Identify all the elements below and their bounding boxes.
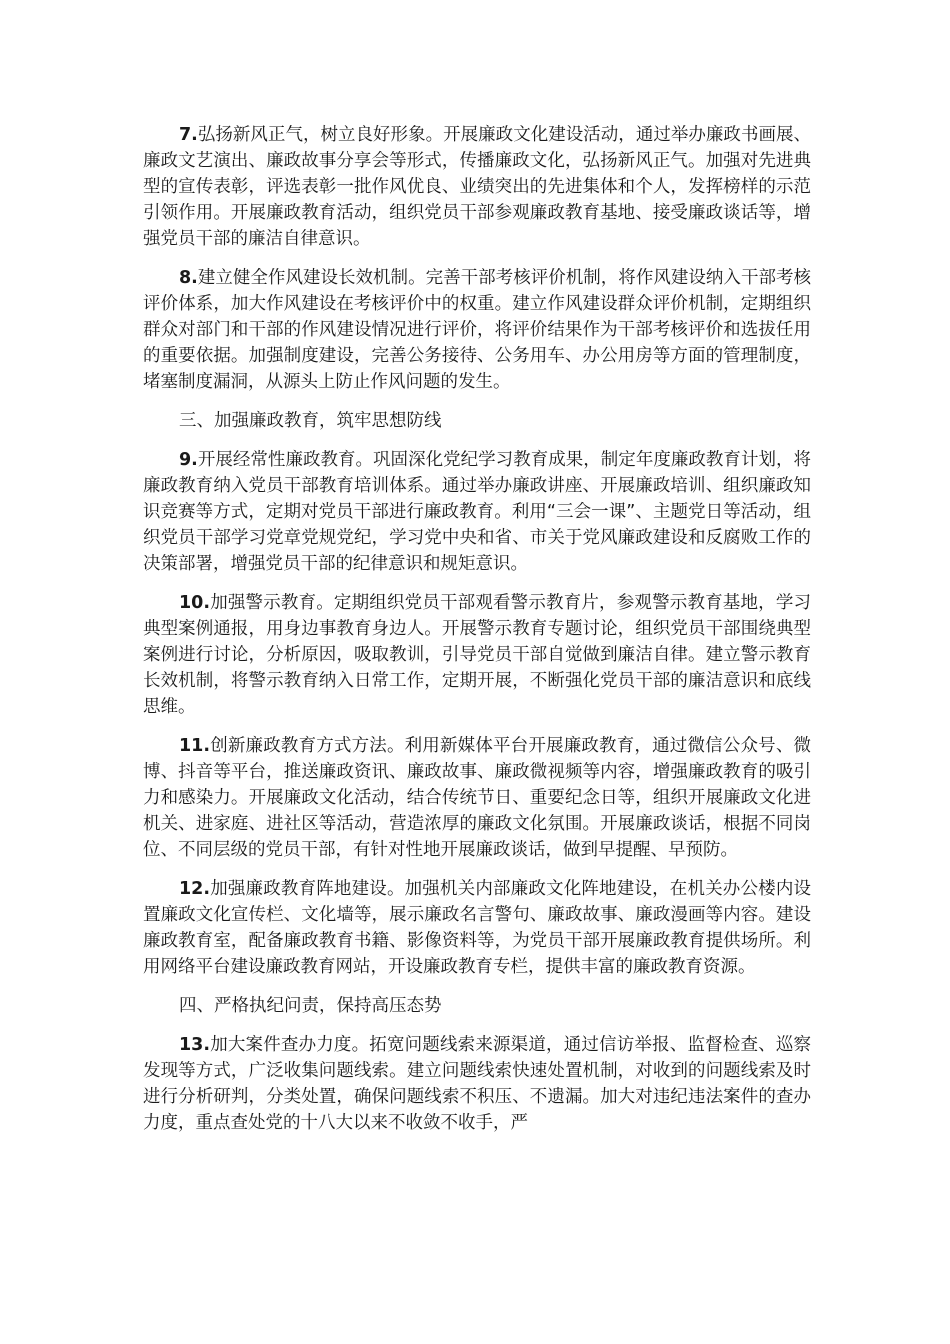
paragraph-text: 创新廉政教育方式方法。利用新媒体平台开展廉政教育，通过微信公众号、微博、抖音等平台，推送廉政资讯、廉政故事、廉政微视频等内容，增强廉政教育的吸引力和感染力。开展廉政文化活动，结合传统节日、重要纪念日等，组织开展廉政文化进机关、进家庭、进社区等活动，营造浓厚的廉政文化氛围。开展廉政谈话，根据不同岗位、不同层级的党员干部，有针对性地开展廉政谈话，做到早提醒、早预防。 bbox=[143, 736, 811, 860]
paragraph-number: 11. bbox=[179, 736, 211, 756]
paragraph-7 bbox=[143, 122, 811, 252]
paragraph-12 bbox=[143, 876, 811, 980]
document-body bbox=[143, 122, 811, 1149]
paragraph-text: 弘扬新风正气，树立良好形象。开展廉政文化建设活动，通过举办廉政书画展、廉政文艺演出、廉政故事分享会等形式，传播廉政文化，弘扬新风正气。加强对先进典型的宣传表彰，评选表彰一批作风优良、业绩突出的先进集体和个人，发挥榜样的示范引领作用。开展廉政教育活动，组织党员干部参观廉政教育基地、接受廉政谈话等，增强党员干部的廉洁自律意识。 bbox=[143, 125, 811, 249]
paragraph-9 bbox=[143, 447, 811, 577]
section-heading-4: 四、严格执纪问责，保持高压态势 bbox=[179, 996, 442, 1016]
paragraph-number: 8. bbox=[179, 268, 198, 288]
paragraph-11 bbox=[143, 733, 811, 863]
paragraph-number: 13. bbox=[179, 1035, 211, 1055]
paragraph-8 bbox=[143, 265, 811, 395]
paragraph-number: 12. bbox=[179, 879, 211, 899]
paragraph-text: 加强廉政教育阵地建设。加强机关内部廉政文化阵地建设，在机关办公楼内设置廉政文化宣传栏、文化墙等，展示廉政名言警句、廉政故事、廉政漫画等内容。建设廉政教育室，配备廉政教育书籍、影像资料等，为党员干部开展廉政教育提供场所。利用网络平台建设廉政教育网站，开设廉政教育专栏，提供丰富的廉政教育资源。 bbox=[143, 879, 811, 977]
paragraph-number: 10. bbox=[179, 593, 211, 613]
paragraph-text: 开展经常性廉政教育。巩固深化党纪学习教育成果，制定年度廉政教育计划，将廉政教育纳入党员干部教育培训体系。通过举办廉政讲座、开展廉政培训、组织廉政知识竞赛等方式，定期对党员干部进行廉政教育。利用“三会一课”、主题党日等活动，组织党员干部学习党章党规党纪，学习党中央和省、市关于党风廉政建设和反腐败工作的决策部署，增强党员干部的纪律意识和规矩意识。 bbox=[143, 450, 811, 574]
paragraph-text: 建立健全作风建设长效机制。完善干部考核评价机制，将作风建设纳入干部考核评价体系，加大作风建设在考核评价中的权重。建立作风建设群众评价机制，定期组织群众对部门和干部的作风建设情况进行评价，将评价结果作为干部考核评价和选拔任用的重要依据。加强制度建设，完善公务接待、公务用车、办公用房等方面的管理制度，堵塞制度漏洞，从源头上防止作风问题的发生。 bbox=[143, 268, 811, 392]
paragraph-number: 9. bbox=[179, 450, 198, 470]
paragraph-text: 加大案件查办力度。拓宽问题线索来源渠道，通过信访举报、监督检查、巡察发现等方式，广泛收集问题线索。建立问题线索快速处置机制，对收到的问题线索及时进行分析研判，分类处置，确保问题线索不积压、不遗漏。加大对违纪违法案件的查办力度，重点查处党的十八大以来不收敛不收手，严 bbox=[143, 1035, 811, 1133]
paragraph-text: 加强警示教育。定期组织党员干部观看警示教育片，参观警示教育基地，学习典型案例通报，用身边事教育身边人。开展警示教育专题讨论，组织党员干部围绕典型案例进行讨论，分析原因，吸取教训，引导党员干部自觉做到廉洁自律。建立警示教育长效机制，将警示教育纳入日常工作，定期开展，不断强化党员干部的廉洁意识和底线思维。 bbox=[143, 593, 811, 717]
paragraph-10 bbox=[143, 590, 811, 720]
paragraph-number: 7. bbox=[179, 125, 198, 145]
paragraph-13 bbox=[143, 1032, 811, 1136]
section-heading-3: 三、加强廉政教育，筑牢思想防线 bbox=[179, 411, 442, 431]
